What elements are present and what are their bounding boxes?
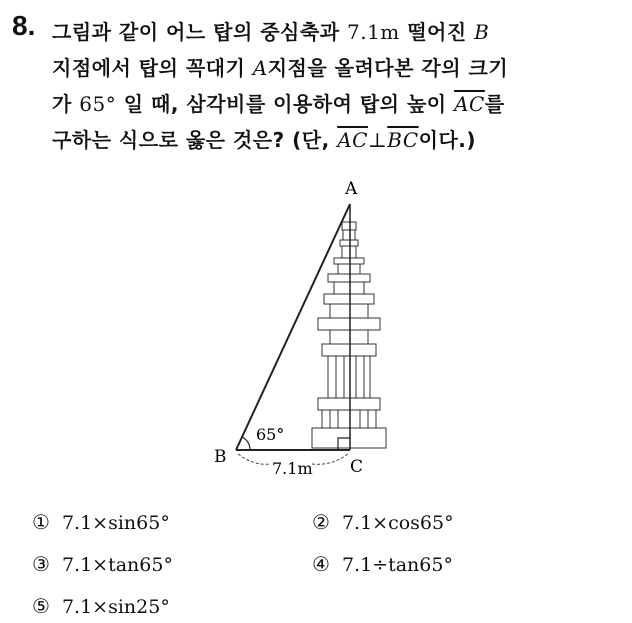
question-text-part: 떨어진 bbox=[399, 20, 475, 44]
question-text-part: 지점에서 탑의 꼭대기 bbox=[52, 56, 253, 80]
choice-1[interactable] bbox=[32, 510, 170, 534]
choice-1-mark: ① bbox=[32, 510, 50, 534]
angle-arc bbox=[242, 437, 250, 450]
choice-2-text: 7.1×cos65° bbox=[341, 512, 454, 534]
vertex-a-label: A bbox=[345, 179, 358, 199]
segment-ac: $\overline{AC}$ bbox=[337, 128, 368, 152]
point-a-label: A bbox=[252, 56, 268, 80]
choice-4[interactable] bbox=[312, 552, 453, 576]
point-b-label: B bbox=[474, 20, 490, 44]
pagoda-illustration bbox=[312, 222, 386, 448]
choice-3-text: 7.1×tan65° bbox=[61, 554, 173, 576]
question-text-part: 이다.) bbox=[418, 128, 477, 152]
question-text-part: 구하는 식으로 옳은 것은? (단, bbox=[52, 128, 338, 152]
question-text-part: 그림과 같이 어느 탑의 중심축과 bbox=[52, 20, 347, 44]
angle-value: 65° bbox=[79, 92, 117, 116]
choice-3[interactable] bbox=[32, 552, 173, 576]
question-text-part: 일 때, 삼각비를 이용하여 탑의 높이 bbox=[116, 92, 455, 116]
segment-bc: $\overline{BC}$ bbox=[387, 128, 419, 152]
choice-4-mark: ④ bbox=[312, 552, 330, 576]
choice-5-mark: ⑤ bbox=[32, 594, 50, 618]
question-text-part: 지점을 올려다본 각의 크기 bbox=[267, 56, 509, 80]
question-text-part: 를 bbox=[484, 92, 505, 116]
choice-5-text: 7.1×sin25° bbox=[61, 596, 170, 618]
segment-ac: $\overline{AC}$ bbox=[454, 92, 485, 116]
vertex-c-label: C bbox=[350, 457, 364, 477]
perpendicular-symbol: ⊥ bbox=[367, 128, 388, 152]
choice-2-mark: ② bbox=[312, 510, 330, 534]
angle-label: 65° bbox=[256, 425, 285, 444]
choice-4-text: 7.1÷tan65° bbox=[341, 554, 453, 576]
choice-2[interactable] bbox=[312, 510, 454, 534]
question-text-part: 가 bbox=[52, 92, 80, 116]
choice-5[interactable] bbox=[32, 594, 170, 618]
distance-label: 7.1m bbox=[272, 459, 313, 478]
tower-figure bbox=[190, 170, 450, 490]
choice-3-mark: ③ bbox=[32, 552, 50, 576]
choice-1-text: 7.1×sin65° bbox=[61, 512, 170, 534]
distance-value: 7.1m bbox=[346, 20, 400, 44]
vertex-b-label: B bbox=[214, 447, 227, 467]
question-text bbox=[52, 14, 612, 158]
question-number: 8. bbox=[12, 10, 36, 41]
